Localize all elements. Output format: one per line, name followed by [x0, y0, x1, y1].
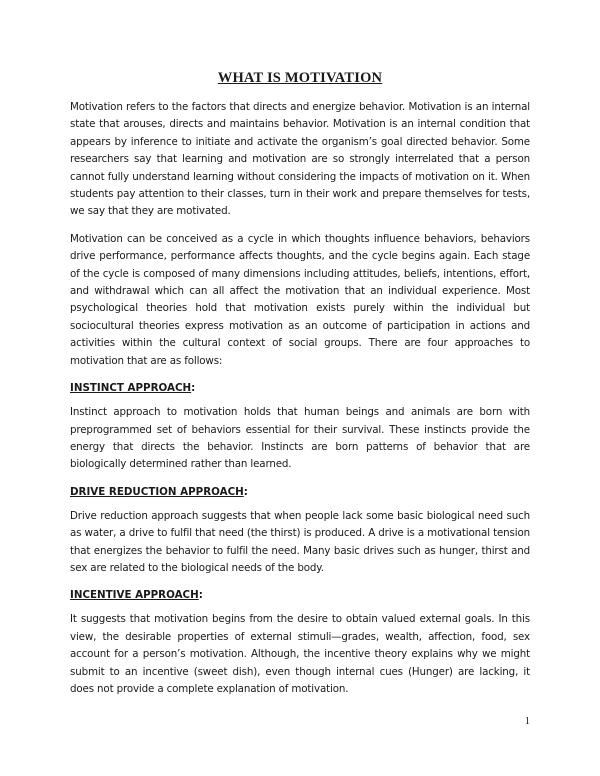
intro-paragraph-2: Motivation can be conceived as a cycle in which thoughts influence behaviors, behaviors drive performance, performance affects thoughts, and the cycle begins again. Each stage of the cycle is composed of many dimensions including attitudes, beliefs, intentions, effort, and withdrawal which can all affect the motivation that an individual experience. Most psychological theories hold that motivation exists purely within the individual but sociocultural theories express motivation as an outcome of participation in actions and activities within the cultural context of social groups. There are four approaches to motivation that are as follows: [70, 232, 530, 367]
section-heading-drive-reduction [70, 484, 530, 501]
page-number: 1 [524, 716, 530, 727]
section-body-incentive: It suggests that motivation begins from the desire to obtain valued external goals. In this view, the desirable properties of external stimuli—grades, wealth, affection, food, sex account for a person’s motivation. Although, the incentive theory explains why we might submit to an incentive (sweet dish), even though internal cues (Hunger) are lacking, it does not provide a complete explanation of motivation. [70, 613, 530, 695]
section-heading-text: INSTINCT APPROACH [70, 382, 192, 395]
section-heading-instinct [70, 380, 530, 397]
section-heading-text: INCENTIVE APPROACH [70, 589, 199, 602]
section-heading-colon: : [243, 485, 248, 498]
section-body-instinct: Instinct approach to motivation holds that human beings and animals are born with preprogrammed set of behaviors essential for their survival. These instincts provide the energy that directs the behavior. Instincts are born patterns of behavior that are biologically determined rather than learned. [70, 406, 530, 471]
section-heading-colon: : [191, 382, 196, 395]
section-heading-text: DRIVE REDUCTION APPROACH [70, 485, 244, 498]
page-title: WHAT IS MOTIVATION [217, 70, 383, 86]
intro-paragraph-1: Motivation refers to the factors that directs and energize behavior. Motivation is an internal state that arouses, directs and maintains behavior. Motivation is an internal condition that appears by inference to initiate and activate the organism’s goal directed behavior. Some researchers say that learning and motivation are so strongly interrelated that a person cannot fully understand learning without considering the impacts of motivation on it. When students pay attention to their classes, turn in their work and prepare themselves for tests, we say that they are motivated. [70, 101, 530, 218]
section-heading-incentive [70, 587, 530, 604]
section-body-drive-reduction: Drive reduction approach suggests that when people lack some basic biological need such as water, a drive to fulfil that need (the thirst) is produced. A drive is a motivational tension that energizes the behavior to fulfil the need. Many basic drives such as hunger, thirst and sex are related to the biological needs of the body. [70, 509, 530, 574]
section-heading-colon: : [198, 589, 203, 602]
